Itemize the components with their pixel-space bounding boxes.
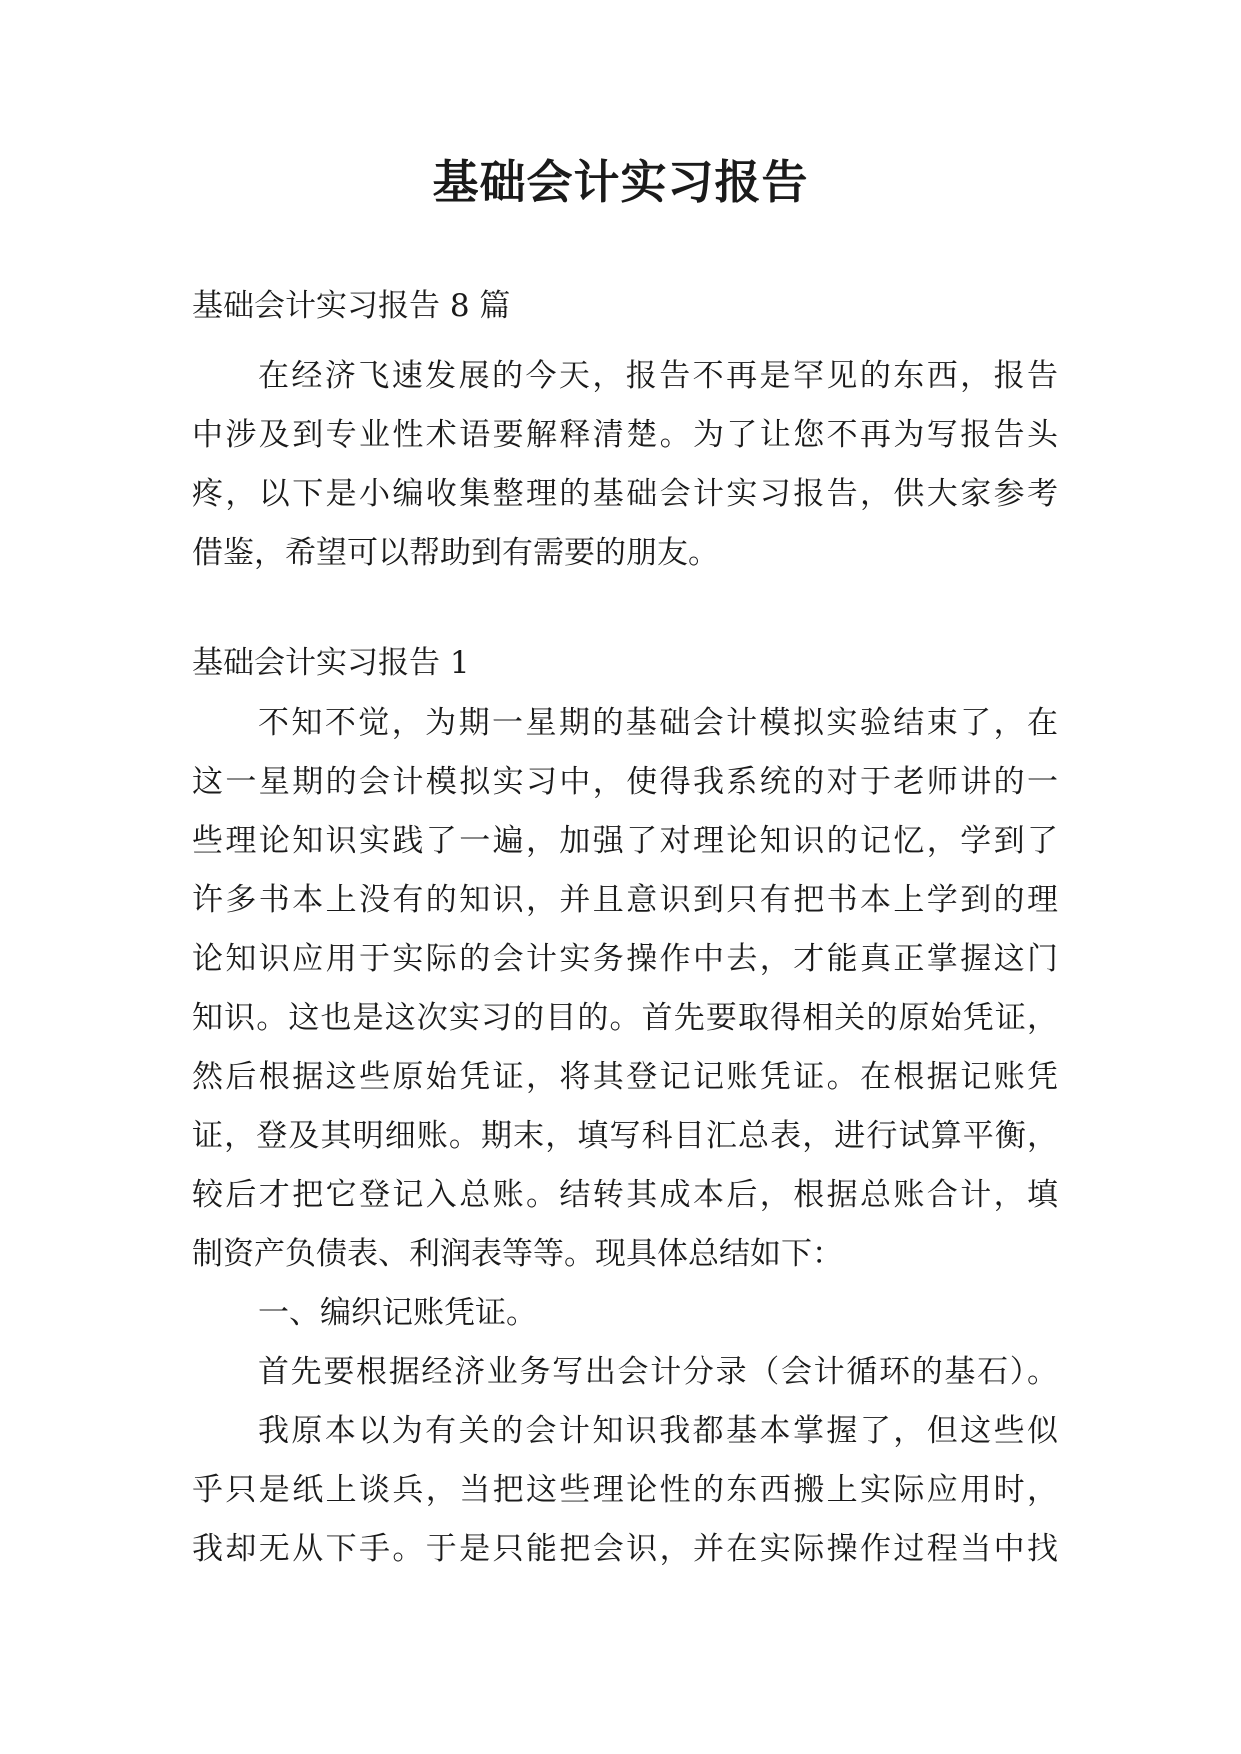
- text-line: 较后才把它登记入总账。结转其成本后，根据总账合计，填: [192, 1177, 1058, 1213]
- text-line: 证，登及其明细账。期末，填写科目汇总表，进行试算平衡，: [192, 1118, 1058, 1154]
- text-line: 基础会计实习报告 1: [192, 645, 470, 681]
- text-line: 在经济飞速发展的今天，报告不再是罕见的东西，报告: [258, 358, 1058, 394]
- text-line: 知识。这也是这次实习的目的。首先要取得相关的原始凭证，: [192, 1000, 1058, 1036]
- text-line: 一、编织记账凭证。: [258, 1295, 537, 1331]
- text-line: 中涉及到专业性术语要解释清楚。为了让您不再为写报告头: [192, 417, 1058, 453]
- text-line: 疼，以下是小编收集整理的基础会计实习报告，供大家参考: [192, 476, 1058, 512]
- text-line: 许多书本上没有的知识，并且意识到只有把书本上学到的理: [192, 882, 1058, 918]
- text-line: 不知不觉，为期一星期的基础会计模拟实验结束了，在: [258, 705, 1058, 741]
- text-line: 基础会计实习报告 8 篇: [192, 288, 511, 324]
- text-line: 乎只是纸上谈兵，当把这些理论性的东西搬上实际应用时，: [192, 1472, 1058, 1508]
- text-line: 这一星期的会计模拟实习中，使得我系统的对于老师讲的一: [192, 764, 1058, 800]
- text-line: 论知识应用于实际的会计实务操作中去，才能真正掌握这门: [192, 941, 1058, 977]
- text-line: 些理论知识实践了一遍，加强了对理论知识的记忆，学到了: [192, 823, 1058, 859]
- text-line: 借鉴，希望可以帮助到有需要的朋友。: [192, 535, 719, 571]
- text-line: 我原本以为有关的会计知识我都基本掌握了，但这些似: [258, 1413, 1058, 1449]
- document-title: 基础会计实习报告: [432, 155, 809, 209]
- text-line: 制资产负债表、利润表等等。现具体总结如下：: [192, 1236, 843, 1272]
- text-line: 我却无从下手。于是只能把会识，并在实际操作过程当中找: [192, 1531, 1058, 1567]
- text-line: 然后根据这些原始凭证，将其登记记账凭证。在根据记账凭: [192, 1059, 1058, 1095]
- text-line: 首先要根据经济业务写出会计分录（会计循环的基石）。: [258, 1354, 1058, 1390]
